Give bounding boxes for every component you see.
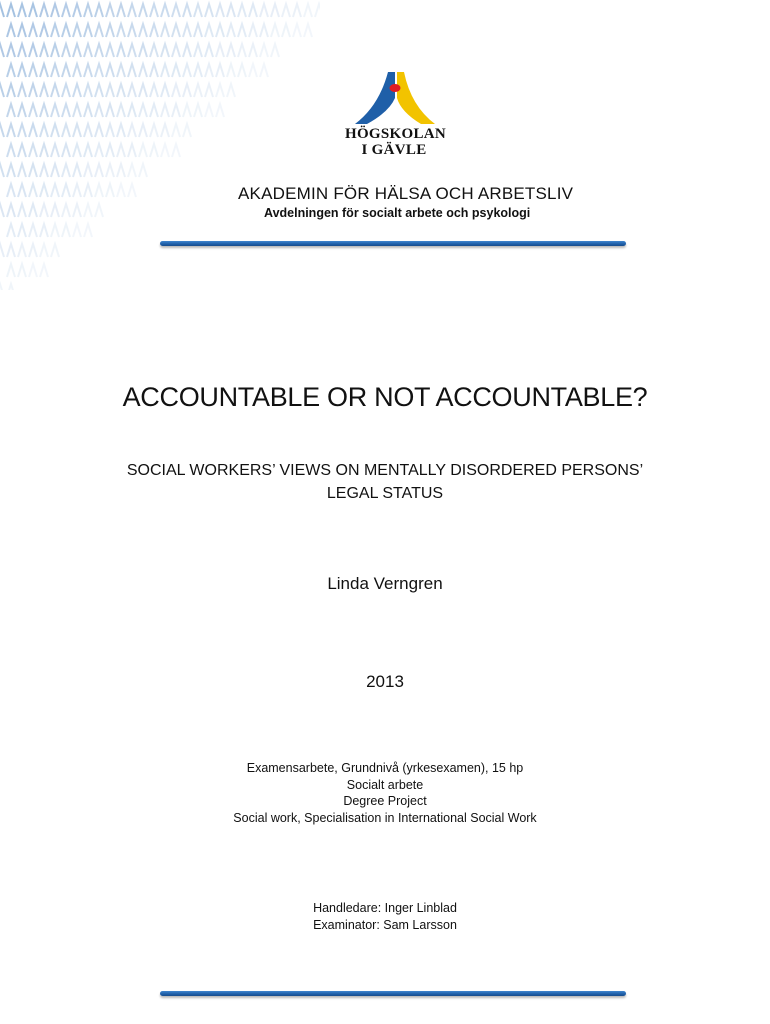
pattern-glyph: [128, 124, 147, 137]
pattern-glyph: [106, 124, 125, 137]
pattern-glyph: [18, 164, 37, 177]
document-subtitle: [60, 459, 710, 505]
pattern-glyph: [172, 44, 191, 57]
pattern-glyph: [150, 4, 169, 17]
pattern-glyph: [7, 224, 26, 237]
pattern-glyph: [0, 244, 15, 257]
publication-year: 2013: [366, 672, 404, 691]
pattern-glyph: [128, 4, 147, 17]
degree-details: [60, 760, 710, 826]
pattern-glyph: [18, 84, 37, 97]
pattern-glyph: [106, 4, 125, 17]
pattern-glyph: [73, 104, 92, 117]
pattern-glyph: [216, 44, 235, 57]
pattern-glyph: [117, 24, 136, 37]
pattern-glyph: [40, 164, 59, 177]
decorative-pattern: [0, 0, 320, 290]
pattern-glyph: [84, 84, 103, 97]
pattern-glyph: [216, 4, 235, 17]
pattern-glyph: [40, 44, 59, 57]
logo-text-line2: I GÄVLE: [361, 142, 427, 158]
supervisors-block: [60, 900, 710, 934]
pattern-glyph: [249, 24, 268, 37]
pattern-glyph: [106, 84, 125, 97]
pattern-glyph: [161, 104, 180, 117]
pattern-glyph: [62, 124, 81, 137]
pattern-glyph: [0, 84, 15, 97]
pattern-glyph: [117, 144, 136, 157]
pattern-glyph: [238, 4, 257, 17]
degree-level: Examensarbete, Grundnivå (yrkesexamen), 15 hp: [246, 761, 524, 775]
pattern-glyph: [7, 144, 26, 157]
pattern-glyph: [40, 244, 59, 257]
pattern-glyph: [84, 44, 103, 57]
degree-project: Degree Project: [343, 794, 427, 808]
pattern-glyph: [106, 44, 125, 57]
pattern-glyph: [172, 84, 191, 97]
pattern-glyph: [62, 44, 81, 57]
specialisation: Social work, Specialisation in International Social Work: [233, 810, 537, 825]
pattern-glyph: [73, 24, 92, 37]
pattern-glyph: [183, 104, 202, 117]
pattern-glyph: [205, 24, 224, 37]
pattern-glyph: [62, 204, 81, 217]
pattern-glyph: [260, 44, 279, 57]
university-logo: [345, 68, 447, 160]
pattern-glyph: [238, 44, 257, 57]
pattern-glyph: [29, 64, 48, 77]
subtitle-line-1: SOCIAL WORKERS’ VIEWS ON MENTALLY DISORDERED PERSONS’: [126, 462, 644, 479]
pattern-glyph: [29, 104, 48, 117]
pattern-glyph: [51, 144, 70, 157]
pattern-glyph: [7, 184, 26, 197]
pattern-glyph: [194, 4, 213, 17]
pattern-glyph: [40, 4, 59, 17]
top-divider: [160, 241, 626, 246]
author-name: Linda Verngren: [327, 574, 443, 593]
pattern-glyph: [194, 84, 213, 97]
pattern-glyph: [73, 144, 92, 157]
pattern-glyph: [106, 164, 125, 177]
pattern-glyph: [150, 124, 169, 137]
pattern-glyph: [249, 64, 268, 77]
pattern-glyph: [194, 44, 213, 57]
examiner-name: Examinator: Sam Larsson: [313, 918, 457, 932]
pattern-glyph: [227, 64, 246, 77]
pattern-glyph: [139, 24, 158, 37]
division-name: Avdelningen för socialt arbete och psykologi: [264, 206, 531, 220]
pattern-glyph: [84, 4, 103, 17]
logo-text-line1: HÖGSKOLAN: [345, 126, 447, 142]
pattern-glyph: [95, 64, 114, 77]
pattern-glyph: [29, 264, 48, 277]
pattern-glyph: [150, 44, 169, 57]
pattern-glyph: [227, 24, 246, 37]
pattern-glyph: [117, 64, 136, 77]
pattern-glyph: [128, 44, 147, 57]
pattern-glyph: [7, 24, 26, 37]
pattern-glyph: [29, 24, 48, 37]
pattern-glyph: [51, 24, 70, 37]
pattern-glyph: [293, 24, 312, 37]
pattern-glyph: [51, 184, 70, 197]
pattern-glyph: [40, 204, 59, 217]
pattern-glyph: [282, 4, 301, 17]
pattern-glyph: [216, 84, 235, 97]
subtitle-line-2: LEGAL STATUS: [326, 485, 444, 502]
pattern-glyph: [29, 224, 48, 237]
pattern-glyph: [139, 104, 158, 117]
bottom-divider: [160, 991, 626, 996]
pattern-glyph: [161, 144, 180, 157]
pattern-glyph: [73, 224, 92, 237]
pattern-glyph: [183, 24, 202, 37]
pattern-glyph: [84, 164, 103, 177]
pattern-glyph: [128, 164, 147, 177]
subject-swedish: Socialt arbete: [346, 777, 424, 792]
pattern-glyph: [84, 124, 103, 137]
pattern-glyph: [117, 184, 136, 197]
pattern-glyph: [139, 144, 158, 157]
pattern-glyph: [0, 284, 15, 290]
pattern-glyph: [51, 64, 70, 77]
pattern-glyph: [205, 104, 224, 117]
pattern-glyph: [40, 84, 59, 97]
pattern-glyph: [51, 224, 70, 237]
pattern-glyph: [7, 264, 26, 277]
pattern-glyph: [95, 184, 114, 197]
pattern-glyph: [51, 104, 70, 117]
pattern-glyph: [0, 4, 15, 17]
pattern-glyph: [183, 64, 202, 77]
pattern-glyph: [128, 84, 147, 97]
pattern-glyph: [161, 64, 180, 77]
supervisor-name: Handledare: Inger Linblad: [313, 901, 457, 915]
pattern-glyph: [260, 4, 279, 17]
pattern-glyph: [7, 64, 26, 77]
pattern-glyph: [73, 64, 92, 77]
pattern-glyph: [18, 44, 37, 57]
pattern-glyph: [18, 4, 37, 17]
pattern-glyph: [18, 204, 37, 217]
pattern-glyph: [29, 144, 48, 157]
pattern-glyph: [139, 64, 158, 77]
pattern-glyph: [172, 4, 191, 17]
pattern-glyph: [172, 124, 191, 137]
pattern-glyph: [7, 104, 26, 117]
pattern-glyph: [29, 184, 48, 197]
logo-emblem-icon: [345, 68, 443, 126]
pattern-glyph: [150, 84, 169, 97]
academy-name: AKADEMIN FÖR HÄLSA OCH ARBETSLIV: [238, 184, 574, 203]
pattern-glyph: [84, 204, 103, 217]
pattern-glyph: [0, 164, 15, 177]
pattern-glyph: [62, 164, 81, 177]
pattern-glyph: [0, 44, 15, 57]
pattern-glyph: [117, 104, 136, 117]
pattern-glyph: [18, 124, 37, 137]
pattern-glyph: [304, 4, 320, 17]
pattern-glyph: [161, 24, 180, 37]
pattern-glyph: [40, 124, 59, 137]
pattern-glyph: [18, 244, 37, 257]
pattern-glyph: [95, 104, 114, 117]
pattern-glyph: [62, 84, 81, 97]
pattern-glyph: [205, 64, 224, 77]
pattern-glyph: [62, 4, 81, 17]
pattern-glyph: [95, 144, 114, 157]
document-title: ACCOUNTABLE OR NOT ACCOUNTABLE?: [122, 382, 648, 412]
pattern-glyph: [73, 184, 92, 197]
pattern-glyph: [0, 204, 15, 217]
pattern-glyph: [0, 124, 15, 137]
pattern-glyph: [95, 24, 114, 37]
pattern-glyph: [271, 24, 290, 37]
